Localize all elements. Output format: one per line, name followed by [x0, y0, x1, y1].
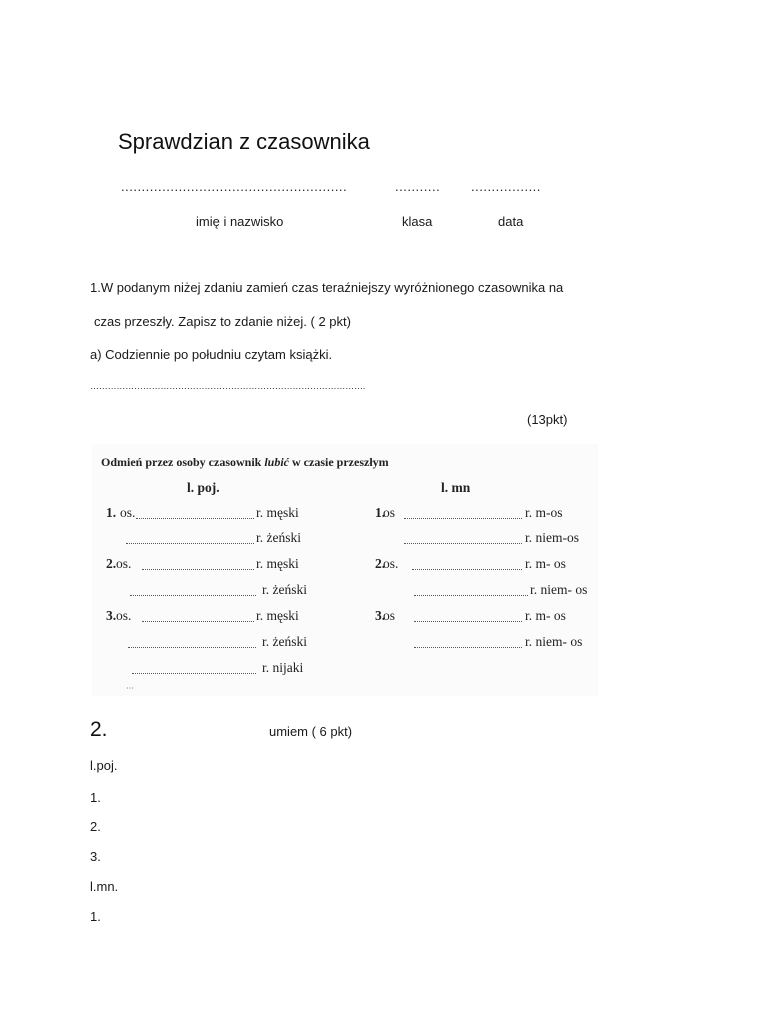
scan-cut-artifact: ··· — [126, 684, 134, 693]
scan-sg-line — [132, 673, 256, 674]
scan-sg-row2-gender: r. żeński — [256, 530, 301, 545]
name-field[interactable]: ....................................................... — [121, 179, 348, 194]
name-label: imię i nazwisko — [196, 214, 284, 229]
scan-pl-row3-gender: r. m- os — [525, 556, 566, 571]
task2-singular-item-1: 1. — [90, 790, 101, 805]
scan-sg-row7-gender: r. nijaki — [262, 660, 304, 675]
scan-heading-verb: lubić — [264, 455, 290, 469]
scan-pl-line — [414, 647, 522, 648]
page-title: Sprawdzian z czasownika — [118, 129, 370, 154]
scan-sg-line — [128, 647, 256, 648]
scan-pl-line — [414, 621, 522, 622]
scan-heading-pre: Odmień przez osoby czasownik — [101, 455, 265, 469]
scan-pl-row5-num: 3. — [375, 608, 386, 623]
task2-singular-item-2: 2. — [90, 819, 101, 834]
scan-sg-row5-gender: r. męski — [256, 608, 299, 623]
task1-sentence: a) Codziennie po południu czytam książki. — [90, 347, 333, 362]
scan-sg-row1-num: 1. — [106, 505, 117, 520]
scan-sg-row3-person: os. — [116, 556, 132, 571]
scan-col-singular: l. poj. — [187, 480, 220, 495]
scan-pl-line — [412, 569, 522, 570]
scan-pl-row1-gender: r. m-os — [525, 505, 563, 520]
scan-sg-line — [136, 518, 254, 519]
scan-sg-line — [142, 569, 254, 570]
scan-pl-line — [404, 543, 522, 544]
class-label: klasa — [402, 214, 433, 229]
date-field[interactable]: ................. — [471, 179, 541, 194]
scan-sg-row4-gender: r. żeński — [262, 582, 307, 597]
task2-number: 2. — [90, 718, 108, 741]
task2-verb: umiem ( 6 pkt) — [269, 724, 353, 739]
scan-pl-row2-gender: r. niem-os — [525, 530, 579, 545]
scan-pl-row5-gender: r. m- os — [525, 608, 566, 623]
scan-pl-row4-gender: r. niem- os — [530, 582, 588, 597]
scan-sg-row5-person: os. — [116, 608, 132, 623]
scan-pl-row5-person: os — [383, 608, 396, 623]
scan-pl-row1-person: os — [383, 505, 396, 520]
scan-heading — [101, 455, 389, 470]
scan-col-plural: l. mn — [441, 480, 471, 495]
scan-sg-row3-gender: r. męski — [256, 556, 299, 571]
task1-answer-line[interactable]: …………………………………………………………………………………. — [90, 381, 366, 391]
task1-instruction-line1: 1.W podanym niżej zdaniu zamień czas teraźniejszy wyróżnionego czasownika na — [90, 280, 564, 295]
scan-sg-line — [126, 543, 254, 544]
task2-singular-label: l.poj. — [90, 758, 118, 773]
task2-singular-item-3: 3. — [90, 849, 101, 864]
scan-sg-row3-num: 2. — [106, 556, 117, 571]
scan-sg-row1-person: os. — [120, 505, 136, 520]
class-field[interactable]: ........... — [395, 179, 441, 194]
scan-pl-row6-gender: r. niem- os — [525, 634, 583, 649]
task1-instruction-line2: czas przeszły. Zapisz to zdanie niżej. ( 2 pkt) — [94, 314, 351, 329]
scan-sg-line — [130, 595, 256, 596]
scan-sg-row1-gender: r. męski — [256, 505, 299, 520]
scan-sg-row6-gender: r. żeński — [262, 634, 307, 649]
scan-pl-line — [404, 518, 522, 519]
scan-pl-row3-num: 2. — [375, 556, 386, 571]
task1-points: (13pkt) — [527, 412, 568, 427]
scan-pl-line — [414, 595, 528, 596]
conjugation-scan-image — [92, 444, 598, 696]
scan-heading-post: w czasie przeszłym — [289, 455, 389, 469]
scan-sg-row5-num: 3. — [106, 608, 117, 623]
scan-pl-row3-person: os. — [383, 556, 399, 571]
date-label: data — [498, 214, 524, 229]
task2-plural-item-1: 1. — [90, 909, 101, 924]
task2-plural-label: l.mn. — [90, 879, 119, 894]
scan-pl-row1-num: 1. — [375, 505, 386, 520]
scan-sg-line — [142, 621, 254, 622]
